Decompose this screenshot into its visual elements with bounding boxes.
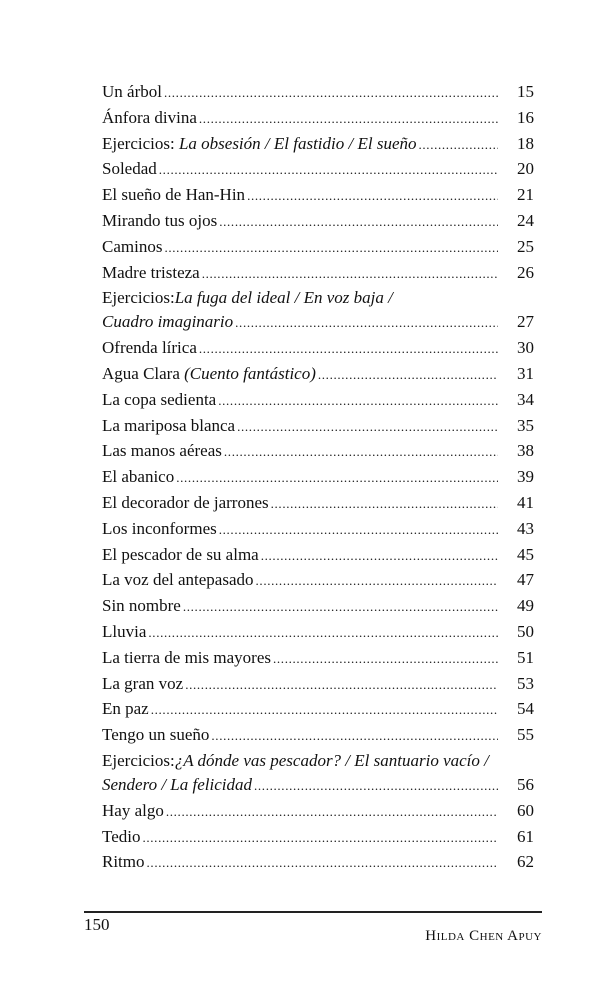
dot-leader: [273, 651, 498, 667]
dot-leader: [176, 470, 498, 486]
toc-entry-prefix: Agua Clara: [102, 363, 185, 383]
toc-entry-page: 34: [517, 389, 534, 409]
toc-entry: [102, 338, 534, 364]
toc-entry-page: 56: [517, 774, 534, 794]
toc-entry: [102, 699, 534, 725]
toc-entry: [102, 648, 534, 674]
toc-entry-italic: La obsesión / El fastidio / El sueño: [178, 133, 417, 153]
toc-entry-page: 41: [517, 492, 534, 512]
toc-entry: [102, 263, 534, 289]
toc-entry-title: Caminos: [102, 236, 163, 256]
toc-entry-title: El pescador de su alma: [102, 544, 259, 564]
toc-entry-page: 27: [517, 312, 534, 332]
toc-entry-title: Las manos aéreas: [102, 441, 222, 461]
toc-entry: [102, 674, 534, 700]
toc-entry: [102, 827, 534, 853]
toc-entry-page: 45: [517, 544, 534, 564]
toc-entry-page: 25: [517, 236, 534, 256]
toc-entry-page: 39: [517, 467, 534, 487]
dot-leader: [151, 702, 498, 718]
page-number: 150: [84, 915, 110, 934]
toc-entry: [102, 134, 534, 160]
dot-leader: [183, 599, 498, 615]
toc-entry-title: [102, 364, 316, 384]
toc-entry-title: Mirando tus ojos: [102, 210, 218, 230]
toc-entry-title: Sin nombre: [102, 596, 181, 616]
toc-entry-title: Los inconformes: [102, 518, 217, 538]
dot-leader: [256, 573, 498, 589]
toc-entry: [102, 725, 534, 751]
toc-entry-page: 24: [517, 210, 534, 230]
dot-leader: [147, 855, 498, 871]
dot-leader: [159, 162, 498, 178]
toc-entry-title: Hay algo: [102, 800, 164, 820]
dot-leader: [237, 419, 498, 435]
toc-entry-title: La tierra de mis mayores: [102, 647, 271, 667]
toc-entry-title: Un árbol: [102, 82, 162, 101]
toc-entry: [102, 622, 534, 648]
toc-entry-prefix: Ejercicios:: [102, 288, 175, 308]
toc-entry-italic: Cuadro imaginario: [102, 312, 234, 332]
toc-entry-page: 15: [517, 82, 534, 101]
toc-entry-title: La voz del antepasado: [102, 570, 254, 590]
toc-entry: [102, 364, 534, 390]
toc-entry: [102, 288, 534, 338]
toc-entry: [102, 211, 534, 237]
toc-entry-title: El sueño de Han-Hin: [102, 185, 246, 205]
toc-entry: [102, 390, 534, 416]
dot-leader: [419, 137, 499, 153]
dot-leader: [271, 496, 498, 512]
dot-leader: [218, 393, 498, 409]
toc-entry-page: 18: [517, 133, 534, 153]
toc-entry-page: 53: [517, 673, 534, 693]
toc-entry-title: Ofrenda lírica: [102, 338, 197, 358]
table-of-contents: [102, 82, 534, 878]
toc-entry-italic: (Cuento fantástico): [184, 363, 316, 383]
toc-entry-title: Lluvia: [102, 621, 147, 641]
dot-leader: [202, 266, 498, 282]
dot-leader: [185, 677, 498, 693]
toc-entry: [102, 416, 534, 442]
toc-entry-title: Tedio: [102, 826, 141, 846]
toc-entry-page: 16: [517, 107, 534, 127]
toc-entry-italic-line: ¿A dónde vas pescador? / El santuario vacío /: [174, 750, 489, 770]
toc-entry-page: 50: [517, 621, 534, 641]
toc-entry: [102, 237, 534, 263]
dot-leader: [199, 341, 498, 357]
toc-entry-page: 55: [517, 725, 534, 745]
toc-entry-prefix: Ejercicios:: [102, 750, 175, 770]
toc-entry-page: 51: [517, 647, 534, 667]
toc-entry: [102, 441, 534, 467]
toc-entry-page: 35: [517, 415, 534, 435]
toc-entry-title: El abanico: [102, 467, 175, 487]
dot-leader: [166, 804, 498, 820]
dot-leader: [199, 111, 498, 127]
toc-entry: [102, 570, 534, 596]
toc-entry-page: 47: [517, 570, 534, 590]
toc-entry: [102, 596, 534, 622]
toc-entry-page: 43: [517, 518, 534, 538]
dot-leader: [219, 522, 498, 538]
dot-leader: [261, 548, 498, 564]
toc-entry-page: 31: [517, 363, 534, 383]
footer-rule: [84, 911, 542, 913]
dot-leader: [235, 315, 498, 331]
toc-entry: [102, 185, 534, 211]
toc-entry-prefix: Ejercicios:: [102, 133, 179, 153]
dot-leader: [211, 728, 498, 744]
dot-leader: [164, 240, 498, 256]
toc-entry-title: Ánfora divina: [102, 107, 197, 127]
dot-leader: [148, 625, 498, 641]
toc-entry: [102, 493, 534, 519]
toc-entry-page: 38: [517, 441, 534, 461]
toc-entry: [102, 751, 534, 801]
dot-leader: [224, 444, 498, 460]
toc-entry-title: Madre tristeza: [102, 262, 200, 282]
dot-leader: [318, 367, 498, 383]
toc-entry-page: 20: [517, 159, 534, 179]
running-footer-author: Hilda Chen Apuy: [425, 928, 542, 944]
toc-entry-title: En paz: [102, 699, 149, 719]
toc-entry-title: [102, 312, 233, 332]
dot-leader: [142, 830, 498, 846]
toc-entry: [102, 519, 534, 545]
toc-entry: [102, 545, 534, 571]
toc-entry-page: 49: [517, 596, 534, 616]
toc-entry-title: Soledad: [102, 159, 157, 179]
toc-entry-title: El decorador de jarrones: [102, 492, 269, 512]
dot-leader: [164, 85, 498, 101]
toc-entry-italic-line: La fuga del ideal / En voz baja /: [174, 288, 393, 308]
toc-entry-title: [102, 775, 252, 795]
toc-entry-title: Ritmo: [102, 852, 145, 872]
toc-entry-page: 21: [517, 185, 534, 205]
toc-entry: [102, 801, 534, 827]
dot-leader: [254, 778, 498, 794]
toc-entry-page: 60: [517, 800, 534, 820]
toc-entry-title: La gran voz: [102, 673, 184, 693]
toc-entry-italic: Sendero / La felicidad: [102, 774, 252, 794]
toc-entry: [102, 108, 534, 134]
toc-entry-page: 62: [517, 852, 534, 872]
dot-leader: [219, 214, 498, 230]
toc-entry-title: La copa sedienta: [102, 389, 217, 409]
toc-entry-page: 30: [517, 338, 534, 358]
toc-entry: [102, 82, 534, 108]
toc-entry: [102, 467, 534, 493]
toc-entry-title: La mariposa blanca: [102, 415, 236, 435]
toc-entry: [102, 852, 534, 878]
toc-entry-page: 61: [517, 826, 534, 846]
dot-leader: [247, 188, 498, 204]
toc-entry-title: Tengo un sueño: [102, 725, 210, 745]
toc-entry-page: 26: [517, 262, 534, 282]
toc-entry-page: 54: [517, 699, 534, 719]
toc-entry-title: [102, 134, 417, 154]
toc-entry: [102, 159, 534, 185]
